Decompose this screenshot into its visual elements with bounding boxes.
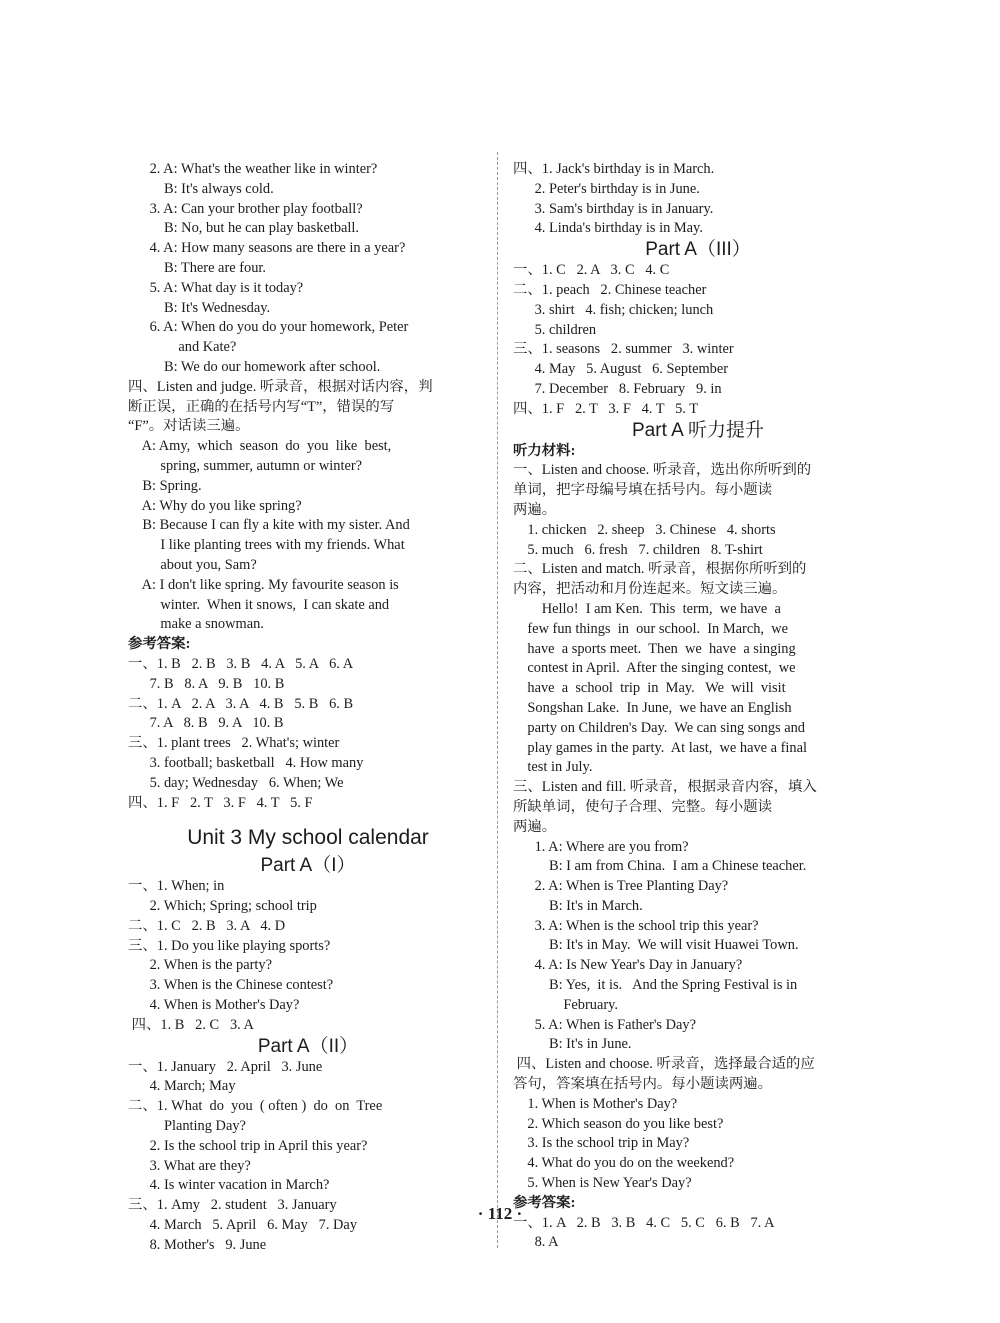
left-text-line: 断正误，正确的在括号内写“T”，错误的写 [128,398,395,415]
right-text-line: 两遍。 [513,818,557,835]
right-text-line: 一、1. A 2. B 3. B 4. C 5. C 6. B 7. A [513,1214,775,1231]
right-text-line: Part A 听力提升 [632,419,764,441]
right-text-line: 5. much 6. fresh 7. children 8. T-shirt [513,541,763,558]
left-text-line: 4. March 5. April 6. May 7. Day [128,1217,358,1234]
right-text-line: 3. Is the school trip in May? [513,1135,690,1152]
left-text-line: 7. A 8. B 9. A 10. B [128,715,284,732]
left-text-line: 3. When is the Chinese contest? [128,977,334,994]
left-text-line: 6. A: When do you do your homework, Peter [128,319,409,336]
left-text-line: 一、1. When; in [128,878,225,895]
right-text-line: 内容，把活动和月份连起来。短文读三遍。 [513,581,787,598]
left-text-line: 5. A: What day is it today? [128,279,304,296]
right-text-line: B: It's in March. [513,897,643,914]
right-text-line: 四、Listen and choose. 听录音，选择最合适的应 [513,1056,815,1073]
right-text-line: play games in the party. At last, we have a final [513,739,807,756]
left-text-line: 2. When is the party? [128,957,273,974]
left-text-line: 2. Which; Spring; school trip [128,898,317,915]
right-text-line: February. [513,996,618,1013]
left-text-line: 二、1. What do you ( often ) do on Tree [128,1098,383,1115]
left-text-line: 5. day; Wednesday 6. When; We [128,774,344,791]
left-text-line: 四、1. F 2. T 3. F 4. T 5. F [128,794,313,811]
right-text-line: have a school trip in May. We will visit [513,680,786,697]
right-text-line: 5. A: When is Father's Day? [513,1016,696,1033]
left-text-line: 7. B 8. A 9. B 10. B [128,675,285,692]
right-text-line: Songshan Lake. In June, we have an English [513,699,792,716]
left-text-line: B: Spring. [128,477,202,494]
left-column [128,160,488,1256]
left-text-line: 2. Is the school trip in April this year? [128,1137,368,1154]
left-text-line: B: No, but he can play basketball. [128,220,360,237]
left-text-line: B: It's Wednesday. [128,299,271,316]
right-text-line: B: Yes, it is. And the Spring Festival is in [513,977,798,994]
left-text-line: 四、Listen and judge. 听录音，根据对话内容，判 [128,378,433,395]
right-text-line: 7. December 8. February 9. in [513,380,722,397]
right-text-line: 4. A: Is New Year's Day in January? [513,957,743,974]
right-column [513,160,883,1253]
left-text-line: 一、1. January 2. April 3. June [128,1058,323,1075]
right-text-line: B: It's in May. We will visit Huawei Town. [513,937,799,954]
left-text-line: 三、1. plant trees 2. What's; winter [128,735,340,752]
left-text-line: Part A（II） [257,1035,359,1057]
right-text-line: 1. A: Where are you from? [513,838,689,855]
right-text-line: 3. A: When is the school trip this year? [513,917,759,934]
left-text-line: A: Why do you like spring? [128,497,302,514]
right-text-line: 2. Which season do you like best? [513,1115,724,1132]
left-text-line: 二、1. C 2. B 3. A 4. D [128,917,286,934]
left-text-line: 三、1. Do you like playing sports? [128,937,331,954]
right-text-line: 一、Listen and choose. 听录音，选出你所听到的 [513,462,812,479]
right-text-line: 听力材料: [513,442,576,459]
left-text-line: 二、1. A 2. A 3. A 4. B 5. B 6. B [128,695,354,712]
right-text-line: Hello! I am Ken. This term, we have a [513,600,781,617]
left-text-line: Planting Day? [128,1118,246,1135]
right-text-line: 2. A: When is Tree Planting Day? [513,878,729,895]
right-text-line: have a sports meet. Then we have a singing [513,640,796,657]
left-text-line: Unit 3 My school calendar [187,826,429,850]
page-number: · 112 · [477,1204,523,1223]
column-divider [497,152,498,1248]
right-text-line: contest in April. After the singing contest, we [513,660,796,677]
left-text-line: 4. When is Mother's Day? [128,997,300,1014]
right-text-line: 所缺单词，使句子合理、完整。每小题读 [513,798,773,815]
left-text-line: I like planting trees with my friends. What [128,537,405,554]
left-text-line: A: Amy, which season do you like best, [128,438,392,455]
right-text-line: 3. Sam's birthday is in January. [513,200,714,217]
right-text-line: 二、1. peach 2. Chinese teacher [513,281,707,298]
left-text-line: 3. A: Can your brother play football? [128,200,363,217]
left-text-line: A: I don't like spring. My favourite season is [128,576,399,593]
right-text-line: party on Children's Day. We can sing songs and [513,719,805,736]
left-text-line: 2. A: What's the weather like in winter? [128,161,378,177]
left-text-line: make a snowman. [128,616,264,633]
right-text-line: B: It's in June. [513,1036,632,1053]
left-text-line: 3. What are they? [128,1157,251,1174]
right-text-line: B: I am from China. I am a Chinese teacher. [513,858,807,875]
right-text-line: 三、Listen and fill. 听录音，根据录音内容，填入 [513,779,817,796]
right-text-line: 1. When is Mother's Day? [513,1095,678,1112]
right-text-line: 5. children [513,321,597,338]
left-text-line: B: There are four. [128,259,267,276]
left-text-line: about you, Sam? [128,556,257,573]
left-text-line: Part A（I） [260,855,356,877]
left-text-line: winter. When it snows, I can skate and [128,596,390,613]
right-text-line: 8. A [513,1234,559,1251]
left-text-line: 4. A: How many seasons are there in a year? [128,240,406,257]
right-text-line: 参考答案: [513,1194,576,1211]
right-text-line: 2. Peter's birthday is in June. [513,180,700,197]
left-text-line: 4. March; May [128,1078,236,1095]
left-text-line: “F”。对话读三遍。 [128,418,250,435]
right-text-line: 一、1. C 2. A 3. C 4. C [513,262,670,279]
right-text-line: 单词，把字母编号填在括号内。每小题读 [513,482,773,499]
left-text-line: B: Because I can fly a kite with my sister. And [128,517,410,534]
right-text-line: few fun things in our school. In March, we [513,620,788,637]
left-text-line: 4. Is winter vacation in March? [128,1177,330,1194]
left-text-line: spring, summer, autumn or winter? [128,457,363,474]
left-text-line: 一、1. B 2. B 3. B 4. A 5. A 6. A [128,655,354,672]
right-text-line: 4. Linda's birthday is in May. [513,220,703,237]
right-text-line: test in July. [513,759,593,776]
right-text-line: 四、1. Jack's birthday is in March. [513,161,715,177]
right-text-line: 二、Listen and match. 听录音，根据你所听到的 [513,561,807,578]
left-text-line: 8. Mother's 9. June [128,1236,267,1253]
right-text-line: 两遍。 [513,501,557,518]
right-text-line: 4. May 5. August 6. September [513,361,729,378]
right-text-line: 四、1. F 2. T 3. F 4. T 5. T [513,400,698,417]
right-text-line: 三、1. seasons 2. summer 3. winter [513,341,734,358]
right-text-line: 4. What do you do on the weekend? [513,1155,735,1172]
left-text-line: 四、1. B 2. C 3. A [128,1016,254,1033]
left-text-line: and Kate? [128,339,237,356]
right-text-line: 答句，答案填在括号内。每小题读两遍。 [513,1076,773,1093]
right-text-line: 1. chicken 2. sheep 3. Chinese 4. shorts [513,521,776,538]
right-text-line: 3. shirt 4. fish; chicken; lunch [513,301,714,318]
left-text-line: B: We do our homework after school. [128,358,381,375]
right-text-line: Part A（III） [645,239,751,261]
right-text-line: 5. When is New Year's Day? [513,1175,692,1192]
left-text-line: B: It's always cold. [128,180,274,197]
left-text-line: 三、1. Amy 2. student 3. January [128,1197,337,1214]
left-text-line: 3. football; basketball 4. How many [128,754,364,771]
left-text-line: 参考答案: [128,636,191,653]
